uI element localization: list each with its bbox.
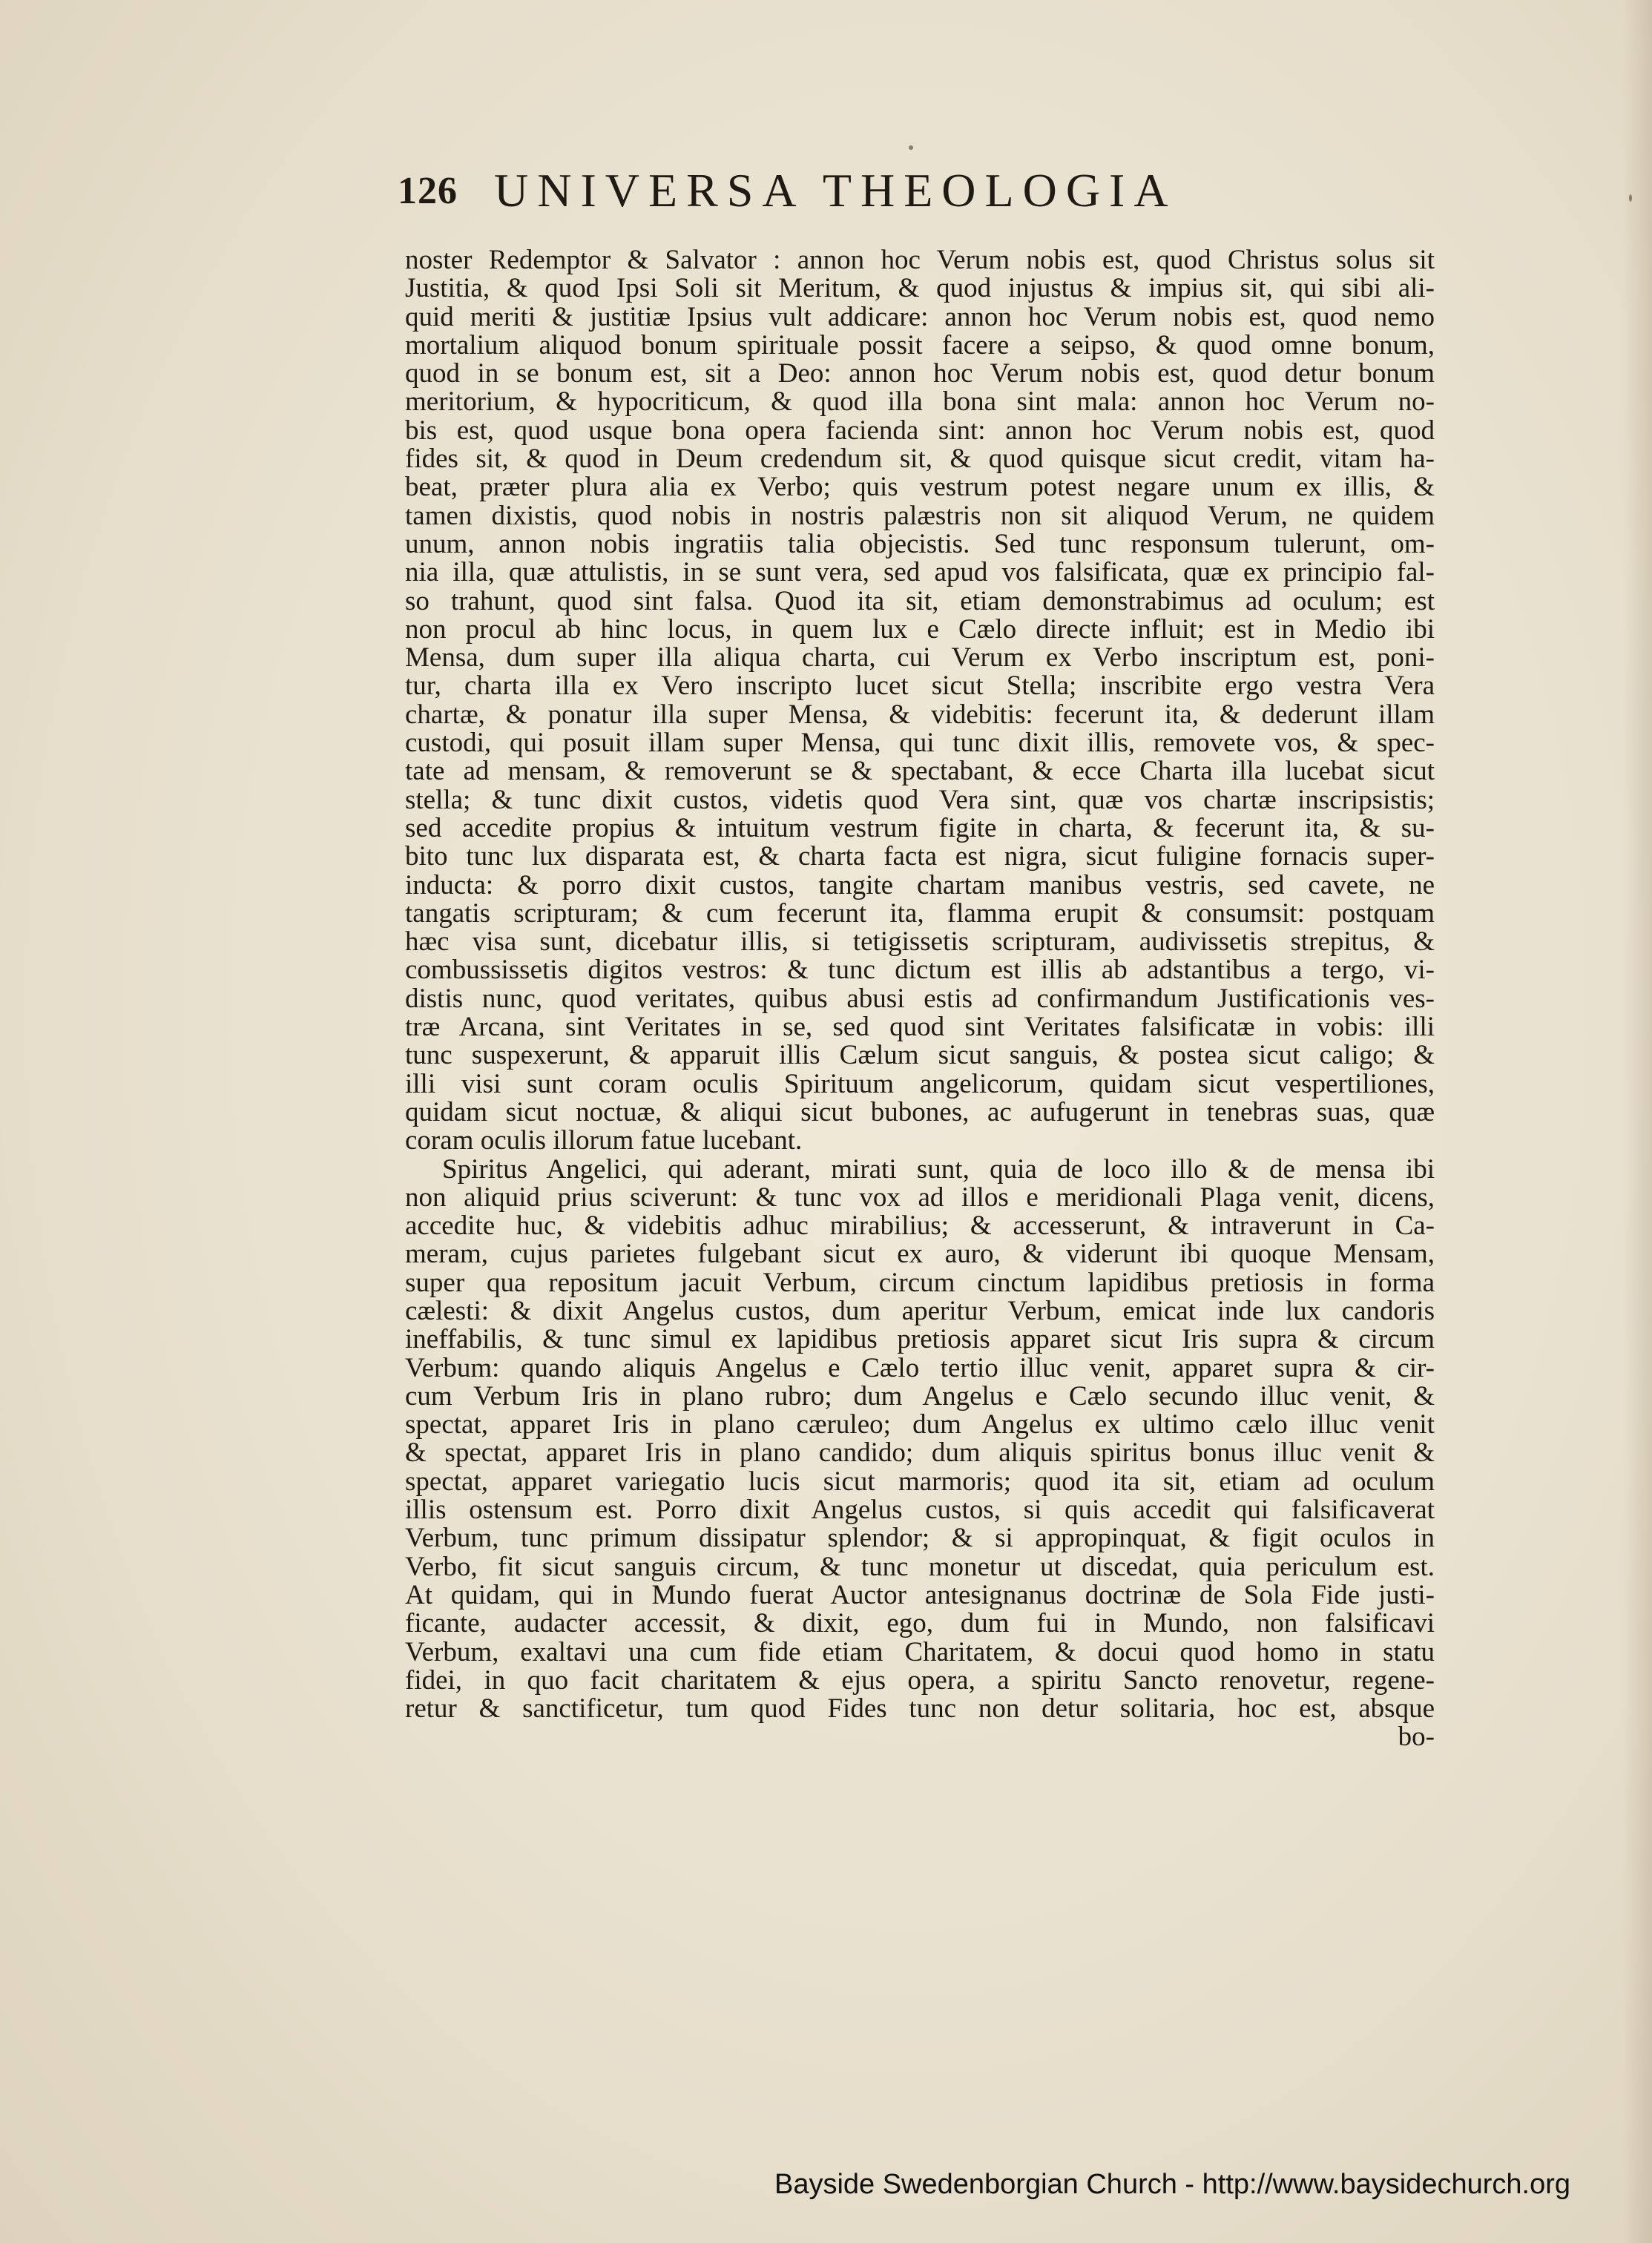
text-line: tate ad mensam, & removerunt se & spectabant, & ecce Charta illa lucebat sicut xyxy=(405,756,1435,787)
text-line: non aliquid prius sciverunt: & tunc vox ad illos e meridionali Plaga venit, dicens, xyxy=(405,1182,1435,1213)
text-line: illis ostensum est. Porro dixit Angelus custos, si quis accedit qui falsificaverat xyxy=(405,1495,1435,1526)
text-line: chartæ, & ponatur illa super Mensa, & videbitis: fecerunt ita, & dederunt illam xyxy=(405,699,1435,730)
text-line: mortalium aliquod bonum spirituale possit facere a seipso, & quod omne bonum, xyxy=(405,329,1435,360)
text-line: træ Arcana, sint Veritates in se, sed quod sint Veritates falsificatæ in vobis: illi xyxy=(405,1012,1435,1043)
paper-speck xyxy=(1629,194,1632,202)
text-line: Mensa, dum super illa aliqua charta, cui Verum ex Verbo inscriptum est, poni- xyxy=(405,642,1435,673)
text-line: stella; & tunc dixit custos, videtis quod Vera sint, quæ vos chartæ inscripsistis; xyxy=(405,784,1435,815)
text-line: tamen dixistis, quod nobis in nostris palæstris non sit aliquod Verum, ne quidem xyxy=(405,500,1435,531)
page-number: 126 xyxy=(398,170,458,212)
text-line: cum Verbum Iris in plano rubro; dum Angelus e Cælo secundo illuc venit, & xyxy=(405,1380,1435,1412)
page-edge-shadow xyxy=(1622,0,1652,2243)
text-line: accedite huc, & videbitis adhuc mirabilius; & accesserunt, & intraverunt in Ca- xyxy=(405,1211,1435,1242)
text-line: illi visi sunt coram oculis Spirituum angelicorum, quidam sicut vespertiliones, xyxy=(405,1068,1435,1099)
text-line: so trahunt, quod sint falsa. Quod ita sit, etiam demonstrabimus ad oculum; est xyxy=(405,585,1435,616)
text-line: Verbum, exaltavi una cum fide etiam Charitatem, & docui quod homo in statu xyxy=(405,1636,1435,1667)
text-line: meritorium, & hypocriticum, & quod illa bona sint mala: annon hoc Verum no- xyxy=(405,386,1435,418)
text-line: combussissetis digitos vestros: & tunc dictum est illis ab adstantibus a tergo, vi- xyxy=(405,955,1435,986)
text-line: hæc visa sunt, dicebatur illis, si tetigissetis scripturam, audivissetis strepitus, & xyxy=(405,926,1435,958)
text-line: ficante, audacter accessit, & dixit, ego, dum fui in Mundo, non falsificavi xyxy=(405,1608,1435,1639)
catchword-row xyxy=(405,1723,1435,1751)
text-line: coram oculis illorum fatue lucebant. xyxy=(405,1125,803,1156)
text-line: super qua repositum jacuit Verbum, circum cinctum lapidibus pretiosis in forma xyxy=(405,1267,1435,1298)
text-line: quidam sicut noctuæ, & aliqui sicut bubones, ac aufugerunt in tenebras suas, quæ xyxy=(405,1096,1435,1127)
text-line: bito tunc lux disparata est, & charta facta est nigra, sicut fuligine fornacis super- xyxy=(405,841,1435,872)
text-line: At quidam, qui in Mundo fuerat Auctor antesignanus doctrinæ de Sola Fide justi- xyxy=(405,1579,1435,1610)
text-line: fidei, in quo facit charitatem & ejus opera, a spiritu Sancto renovetur, regene- xyxy=(405,1664,1435,1696)
text-line: tur, charta illa ex Vero inscripto lucet sicut Stella; inscribite ergo vestra Vera xyxy=(405,671,1435,702)
paper-speck xyxy=(909,145,913,150)
text-line: spectat, apparet Iris in plano cæruleo; dum Angelus ex ultimo cælo illuc venit xyxy=(405,1409,1435,1440)
text-line: quod in se bonum est, sit a Deo: annon hoc Verum nobis est, quod detur bonum xyxy=(405,358,1435,389)
text-line: retur & sanctificetur, tum quod Fides tunc non detur solitaria, hoc est, absque xyxy=(405,1693,1435,1725)
text-line: Justitia, & quod Ipsi Soli sit Meritum, & quod injustus & impius sit, qui sibi ali- xyxy=(405,273,1435,304)
text-line: fides sit, & quod in Deum credendum sit, & quod quisque sicut credit, vitam ha- xyxy=(405,444,1435,475)
text-line: meram, cujus parietes fulgebant sicut ex auro, & viderunt ibi quoque Mensam, xyxy=(405,1239,1435,1270)
text-line: nia illa, quæ attulistis, in se sunt vera, sed apud vos falsificata, quæ ex principio fal- xyxy=(405,557,1435,588)
text-line: inducta: & porro dixit custos, tangite chartam manibus vestris, sed cavete, ne xyxy=(405,869,1435,900)
text-line: quid meriti & justitiæ Ipsius vult addicare: annon hoc Verum nobis est, quod nemo xyxy=(405,301,1435,332)
catchword: bo- xyxy=(1398,1722,1435,1753)
text-line: custodi, qui posuit illam super Mensa, qui tunc dixit illis, removete vos, & spec- xyxy=(405,728,1435,759)
page-header xyxy=(398,163,1399,223)
text-line: sed accedite propius & intuitum vestrum figite in charta, & fecerunt ita, & su- xyxy=(405,812,1435,843)
text-line: non procul ab hinc locus, in quem lux e Cælo directe influit; est in Medio ibi xyxy=(405,613,1435,645)
text-line: & spectat, apparet Iris in plano candido; dum aliquis spiritus bonus illuc venit & xyxy=(405,1437,1435,1469)
text-line: bis est, quod usque bona opera facienda sint: annon hoc Verum nobis est, quod xyxy=(405,415,1435,446)
text-line: unum, annon nobis ingratiis talia objecistis. Sed tunc responsum tulerunt, om- xyxy=(405,528,1435,559)
text-line: Verbum: quando aliquis Angelus e Cælo tertio illuc venit, apparet supra & cir- xyxy=(405,1352,1435,1383)
text-line: Spiritus Angelici, qui aderant, mirati sunt, quia de loco illo & de mensa ibi xyxy=(442,1153,1435,1185)
text-line: noster Redemptor & Salvator : annon hoc Verum nobis est, quod Christus solus sit xyxy=(405,245,1435,275)
text-line: distis nunc, quod veritates, quibus abusi estis ad confirmandum Justificationis ves- xyxy=(405,983,1435,1014)
text-line: Verbo, fit sicut sanguis circum, & tunc monetur ut discedat, quia periculum est. xyxy=(405,1551,1435,1582)
text-line: Verbum, tunc primum dissipatur splendor; & si appropinquat, & figit oculos in xyxy=(405,1523,1435,1554)
watermark-text: Bayside Swedenborgian Church - http://www.baysidechurch.org xyxy=(774,2169,1570,2200)
text-line: beat, præter plura alia ex Verbo; quis vestrum potest negare unum ex illis, & xyxy=(405,472,1435,503)
text-line: tunc suspexerunt, & apparuit illis Cælum sicut sanguis, & postea sicut caligo; & xyxy=(405,1040,1435,1071)
text-line: spectat, apparet variegatio lucis sicut marmoris; quod ita sit, etiam ad oculum xyxy=(405,1466,1435,1497)
body-text xyxy=(405,246,1435,1751)
text-line: cælesti: & dixit Angelus custos, dum aperitur Verbum, emicat inde lux candoris xyxy=(405,1295,1435,1326)
text-line: tangatis scripturam; & cum fecerunt ita, flamma erupit & consumsit: postquam xyxy=(405,897,1435,929)
running-title: UNIVERSA THEOLOGIA xyxy=(494,164,1177,217)
text-line: ineffabilis, & tunc simul ex lapidibus pretiosis apparet sicut Iris supra & circum xyxy=(405,1324,1435,1355)
